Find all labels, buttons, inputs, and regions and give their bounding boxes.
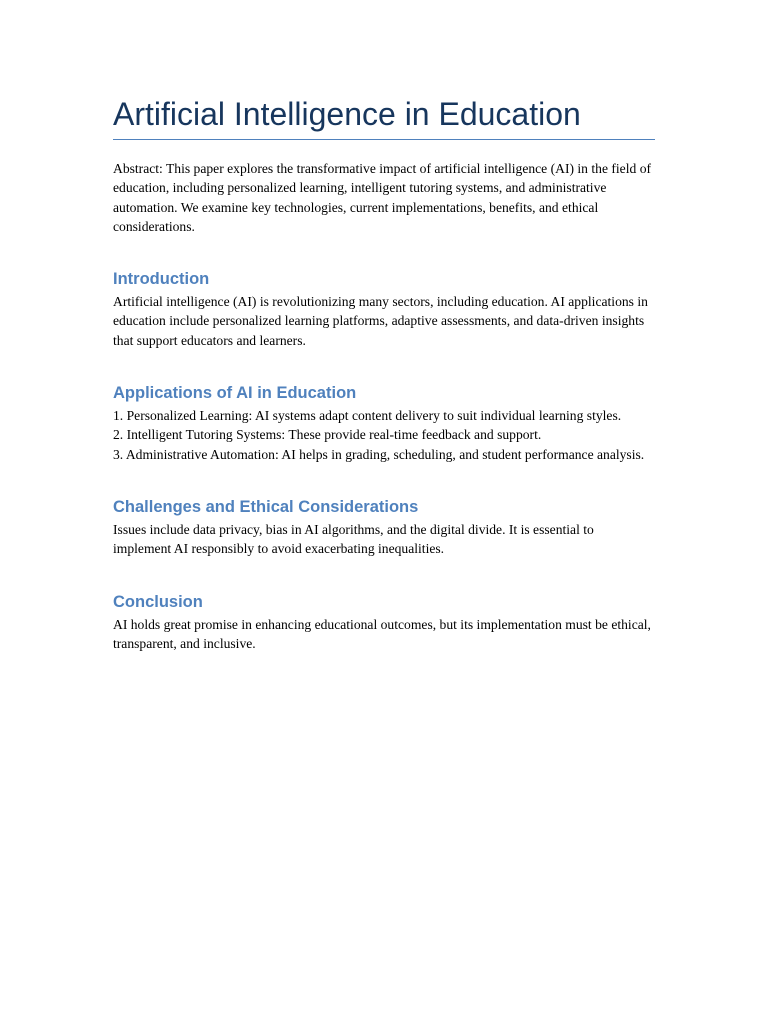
section-conclusion xyxy=(113,592,655,654)
section-paragraph: Artificial intelligence (AI) is revolutionizing many sectors, including education. AI applications in education include personalized learning platforms, adaptive assessments, and data-driven insights that support educators and learners. xyxy=(113,294,648,348)
abstract-paragraph: Abstract: This paper explores the transformative impact of artificial intelligence (AI) in the field of education, including personalized learning, intelligent tutoring systems, and administrative automation. We examine key technologies, current implementations, benefits, and ethical considerations. xyxy=(113,161,652,234)
list-item: 3. Administrative Automation: AI helps in grading, scheduling, and student performance analysis. xyxy=(113,446,645,462)
document-page xyxy=(113,92,655,653)
applications-list xyxy=(113,406,655,464)
section-heading: Challenges and Ethical Considerations xyxy=(113,497,419,516)
list-item: 2. Intelligent Tutoring Systems: These provide real-time feedback and support. xyxy=(113,427,542,443)
section-heading: Conclusion xyxy=(113,592,203,611)
section-paragraph: Issues include data privacy, bias in AI algorithms, and the digital divide. It is essential to implement AI responsibly to avoid exacerbating inequalities. xyxy=(113,521,594,557)
section-heading: Introduction xyxy=(113,270,210,289)
section-paragraph: AI holds great promise in enhancing educational outcomes, but its implementation must be ethical, transparent, and inclusive. xyxy=(113,616,651,651)
section-introduction xyxy=(113,269,655,350)
section-applications xyxy=(113,383,655,464)
list-item: 1. Personalized Learning: AI systems adapt content delivery to suit individual learning styles. xyxy=(113,408,622,424)
document-title: Artificial Intelligence in Education xyxy=(113,92,655,140)
section-heading: Applications of AI in Education xyxy=(113,384,357,403)
section-challenges xyxy=(113,497,655,559)
